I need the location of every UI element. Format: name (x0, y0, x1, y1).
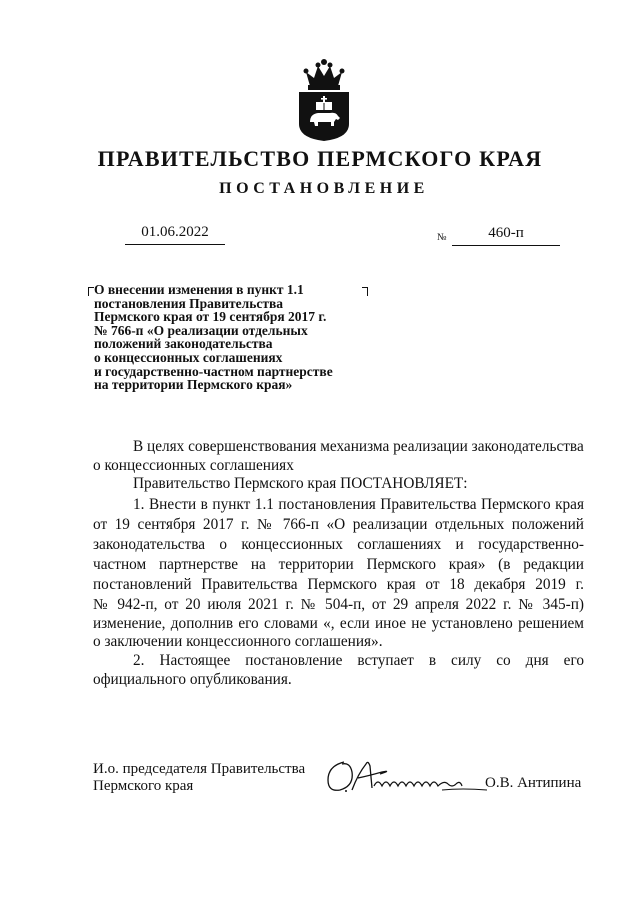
body-line: официального опубликования. (93, 671, 292, 688)
body-line: постановлений Правительства Пермского края от 18 декабря 2019 г. (93, 576, 584, 593)
body-line: изменение, дополнив его словами «, если иное не установлено решением (93, 615, 584, 632)
body-line: В целях совершенствования механизма реализации законодательства (133, 438, 584, 455)
signatory-name: О.В. Антипина (485, 775, 582, 791)
government-name: ПРАВИТЕЛЬСТВО ПЕРМСКОГО КРАЯ (97, 146, 543, 171)
body-line: 1. Внести в пункт 1.1 постановления Правительства Пермского края (133, 496, 584, 513)
body-line: от 19 сентября 2017 г. № 766-п «О реализации отдельных положений (93, 516, 584, 533)
subject-line: на территории Пермского края» (94, 377, 293, 393)
document-subject (94, 283, 394, 392)
number-sign: № (437, 232, 447, 243)
body-line: о концессионных соглашениях (93, 457, 294, 474)
body-line: 2. Настоящее постановление вступает в силу со дня его (133, 652, 584, 669)
handwritten-signature (322, 756, 487, 796)
position-line: Пермского края (93, 778, 194, 794)
document-date: 01.06.2022 (125, 224, 225, 245)
subject-line: и государственно-частном партнерстве (94, 363, 333, 379)
subject-line: Пермского края от 19 сентября 2017 г. (94, 309, 327, 325)
body-line: частном партнерстве на территории Пермского края» (в редакции (93, 556, 584, 573)
position-line: И.о. председателя Правительства (93, 761, 306, 777)
body-line: № 942-п, от 20 июля 2021 г. № 504-п, от 29 апреля 2022 г. № 345-п) (93, 596, 584, 613)
signatory-position (93, 761, 305, 795)
subject-line: о концессионных соглашениях (94, 349, 283, 365)
body-line: о заключении концессионного соглашения». (93, 633, 383, 650)
document-number: 460-п (452, 225, 560, 246)
document-type: ПОСТАНОВЛЕНИЕ (219, 180, 429, 197)
body-line: Правительство Пермского края ПОСТАНОВЛЯЕТ: (133, 475, 468, 492)
subject-line: положений законодательства (94, 336, 273, 352)
subject-line: постановления Правительства (94, 295, 283, 311)
subject-line: О внесении изменения в пункт 1.1 (94, 282, 304, 297)
subject-line: № 766-п «О реализации отдельных (94, 322, 308, 338)
body-line: законодательства о концессионных соглашениях и государственно- (93, 536, 584, 553)
perm-krai-coat-of-arms-icon (296, 58, 352, 142)
